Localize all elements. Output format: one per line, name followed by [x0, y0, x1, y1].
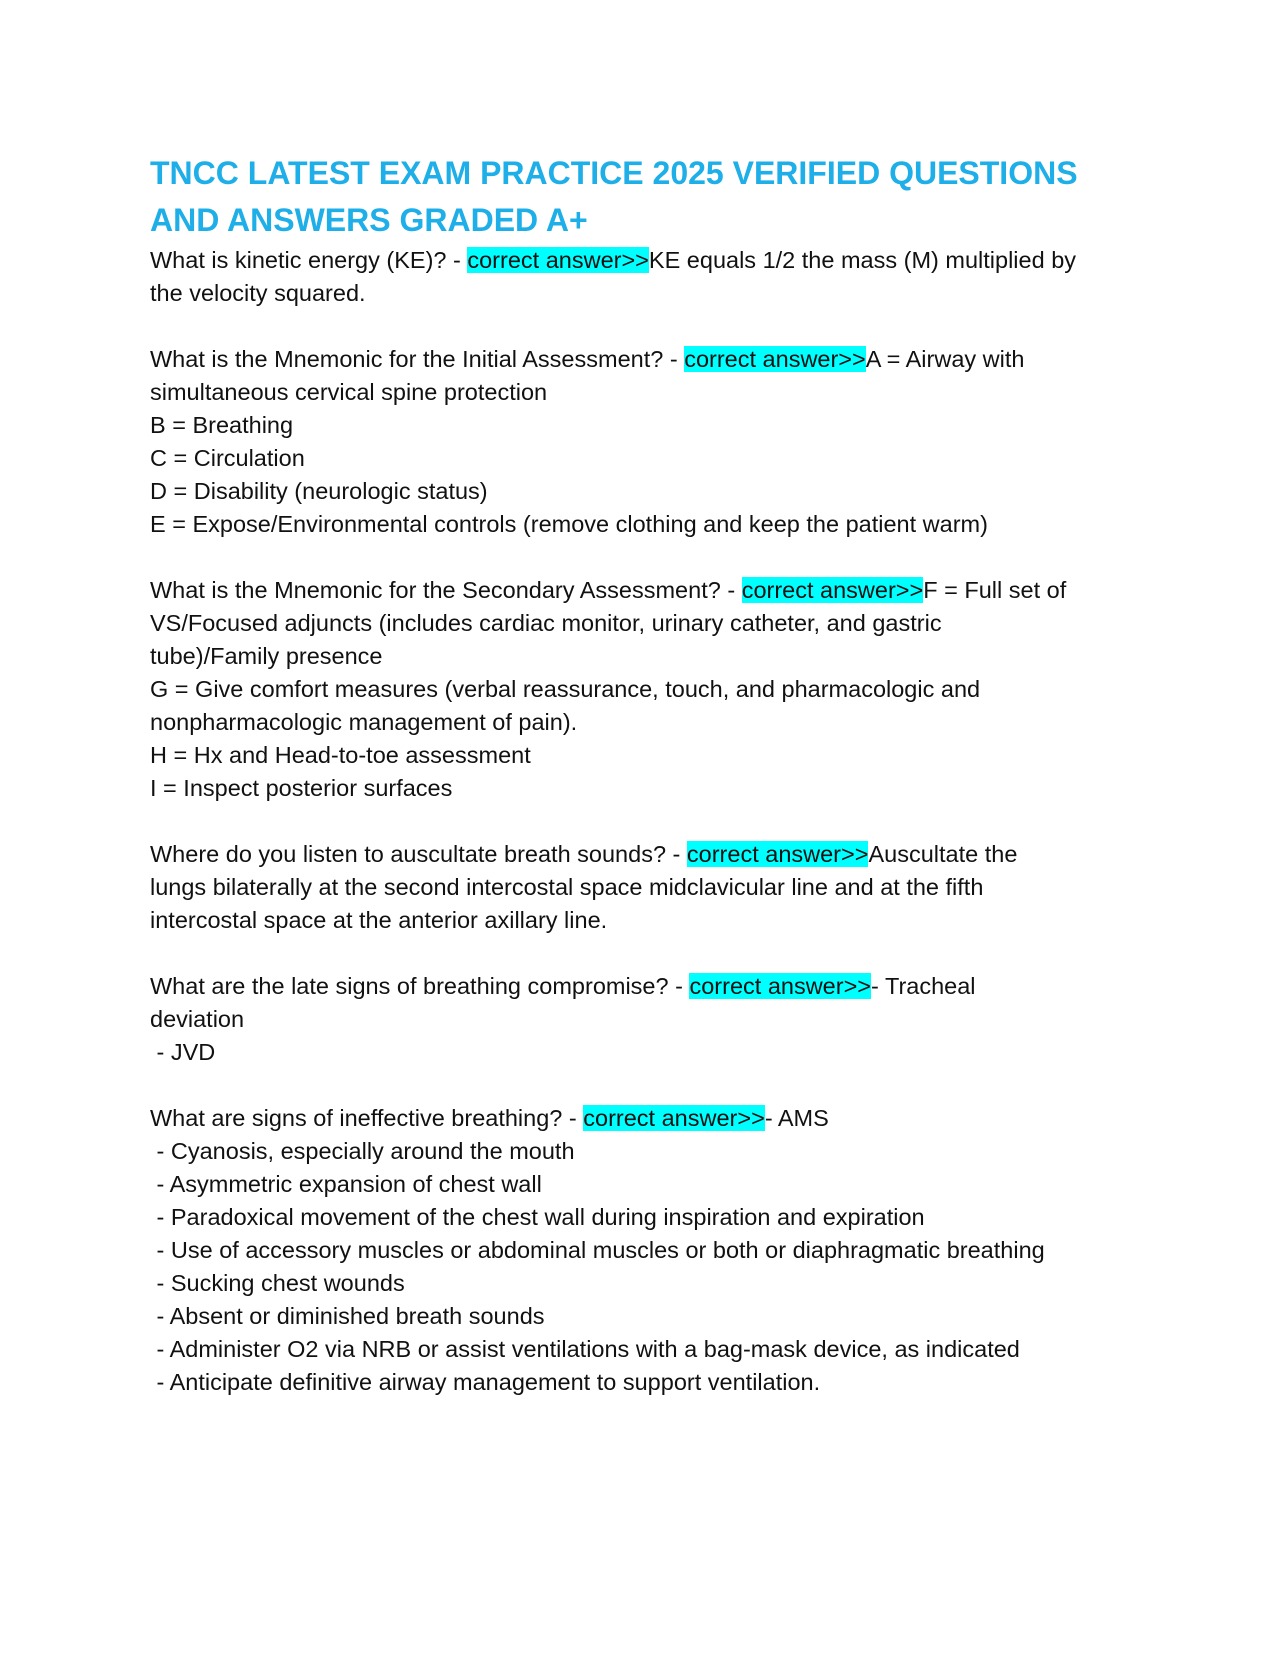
answer-line: G = Give comfort measures (verbal reassurance, touch, and pharmacologic and [150, 676, 981, 702]
answer-line: nonpharmacologic management of pain). [150, 709, 578, 735]
qa-first-line [150, 343, 1150, 376]
qa-item [150, 1102, 1150, 1399]
qa-item [150, 838, 1150, 937]
answer-start-text: F = Full set of [923, 577, 1067, 603]
question-text: What is the Mnemonic for the Initial Assessment? - [150, 346, 685, 372]
answer-line: the velocity squared. [150, 280, 366, 306]
answer-line: VS/Focused adjuncts (includes cardiac monitor, urinary catheter, and gastric [150, 610, 942, 636]
answer-line: - Cyanosis, especially around the mouth [150, 1138, 575, 1164]
correct-answer-highlight: correct answer>> [741, 577, 924, 603]
answer-line: H = Hx and Head-to-toe assessment [150, 742, 531, 768]
answer-line: - Use of accessory muscles or abdominal muscles or both or diaphragmatic breathing [150, 1237, 1045, 1263]
answer-start-text: A = Airway with [865, 346, 1025, 372]
correct-answer-highlight: correct answer>> [686, 841, 869, 867]
answer-line: B = Breathing [150, 412, 294, 438]
answer-line: - Paradoxical movement of the chest wall during inspiration and expiration [150, 1204, 925, 1230]
answer-line: deviation [150, 1006, 245, 1032]
qa-first-line [150, 838, 1150, 871]
qa-item [150, 574, 1150, 805]
qa-first-line [150, 1102, 1150, 1135]
answer-start-text: KE equals 1/2 the mass (M) multiplied by [648, 247, 1077, 273]
answer-start-text: Auscultate the [868, 841, 1018, 867]
answer-line: - Sucking chest wounds [150, 1270, 405, 1296]
title-line-2: AND ANSWERS GRADED A+ [150, 202, 588, 238]
qa-item [150, 970, 1150, 1069]
answer-line: I = Inspect posterior surfaces [150, 775, 453, 801]
answer-line: D = Disability (neurologic status) [150, 478, 488, 504]
title-line-1: TNCC LATEST EXAM PRACTICE 2025 VERIFIED QUESTIONS [150, 155, 1078, 191]
qa-first-line [150, 970, 1150, 1003]
answer-start-text: - Tracheal [871, 973, 976, 999]
answer-line: C = Circulation [150, 445, 305, 471]
qa-first-line [150, 244, 1150, 277]
question-text: What is kinetic energy (KE)? - [150, 247, 468, 273]
correct-answer-highlight: correct answer>> [684, 346, 866, 372]
qa-item [150, 343, 1150, 541]
correct-answer-highlight: correct answer>> [583, 1105, 765, 1131]
correct-answer-highlight: correct answer>> [467, 247, 649, 273]
qa-list [150, 244, 1150, 1399]
question-text: What are the late signs of breathing compromise? - [150, 973, 690, 999]
answer-line: simultaneous cervical spine protection [150, 379, 548, 405]
answer-line: tube)/Family presence [150, 643, 383, 669]
answer-line: - JVD [150, 1039, 216, 1065]
question-text: Where do you listen to auscultate breath sounds? - [150, 841, 687, 867]
answer-line: lungs bilaterally at the second intercostal space midclavicular line and at the fifth [150, 874, 984, 900]
qa-item [150, 244, 1150, 310]
answer-line: - Anticipate definitive airway management to support ventilation. [150, 1369, 821, 1395]
question-text: What is the Mnemonic for the Secondary Assessment? - [150, 577, 742, 603]
answer-line: - Administer O2 via NRB or assist ventilations with a bag-mask device, as indicated [150, 1336, 1020, 1362]
qa-first-line [150, 574, 1150, 607]
answer-line: E = Expose/Environmental controls (remove clothing and keep the patient warm) [150, 511, 988, 537]
answer-line: intercostal space at the anterior axillary line. [150, 907, 608, 933]
answer-line: - Asymmetric expansion of chest wall [150, 1171, 542, 1197]
correct-answer-highlight: correct answer>> [689, 973, 872, 999]
document-page [150, 150, 1150, 1432]
answer-line: - Absent or diminished breath sounds [150, 1303, 545, 1329]
question-text: What are signs of ineffective breathing? - [150, 1105, 584, 1131]
document-title [150, 150, 1150, 244]
answer-start-text: - AMS [764, 1105, 829, 1131]
